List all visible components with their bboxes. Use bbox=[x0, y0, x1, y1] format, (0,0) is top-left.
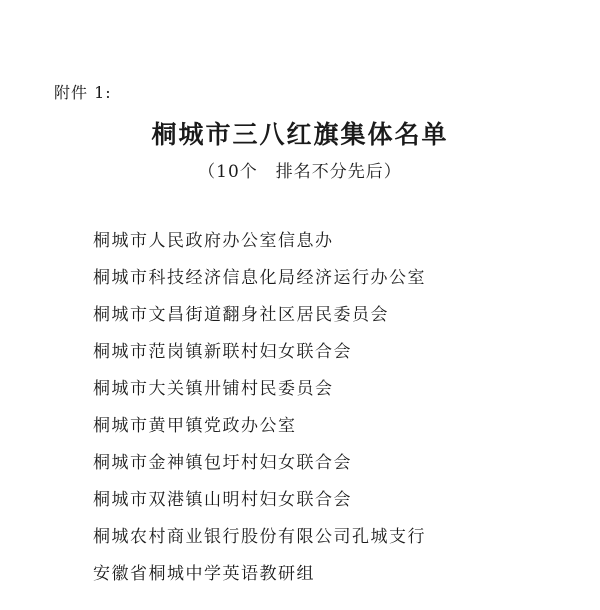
list-item: 桐城市人民政府办公室信息办 bbox=[93, 231, 334, 251]
list-item: 桐城市文昌街道翻身社区居民委员会 bbox=[93, 305, 389, 325]
document-subtitle: （10个 排名不分先后） bbox=[198, 162, 402, 182]
list-item: 桐城市双港镇山明村妇女联合会 bbox=[93, 490, 352, 510]
list-item: 桐城市范岗镇新联村妇女联合会 bbox=[93, 342, 352, 362]
list-item: 桐城市科技经济信息化局经济运行办公室 bbox=[93, 268, 426, 288]
attachment-label: 附件 1: bbox=[54, 83, 112, 102]
list-item: 安徽省桐城中学英语教研组 bbox=[93, 564, 315, 584]
collective-list bbox=[93, 227, 426, 597]
list-item: 桐城市金神镇包圩村妇女联合会 bbox=[93, 453, 352, 473]
list-item: 桐城市黄甲镇党政办公室 bbox=[93, 416, 297, 436]
list-item: 桐城市大关镇卅铺村民委员会 bbox=[93, 379, 334, 399]
list-item: 桐城农村商业银行股份有限公司孔城支行 bbox=[93, 527, 426, 547]
document-title: 桐城市三八红旗集体名单 bbox=[151, 120, 449, 149]
